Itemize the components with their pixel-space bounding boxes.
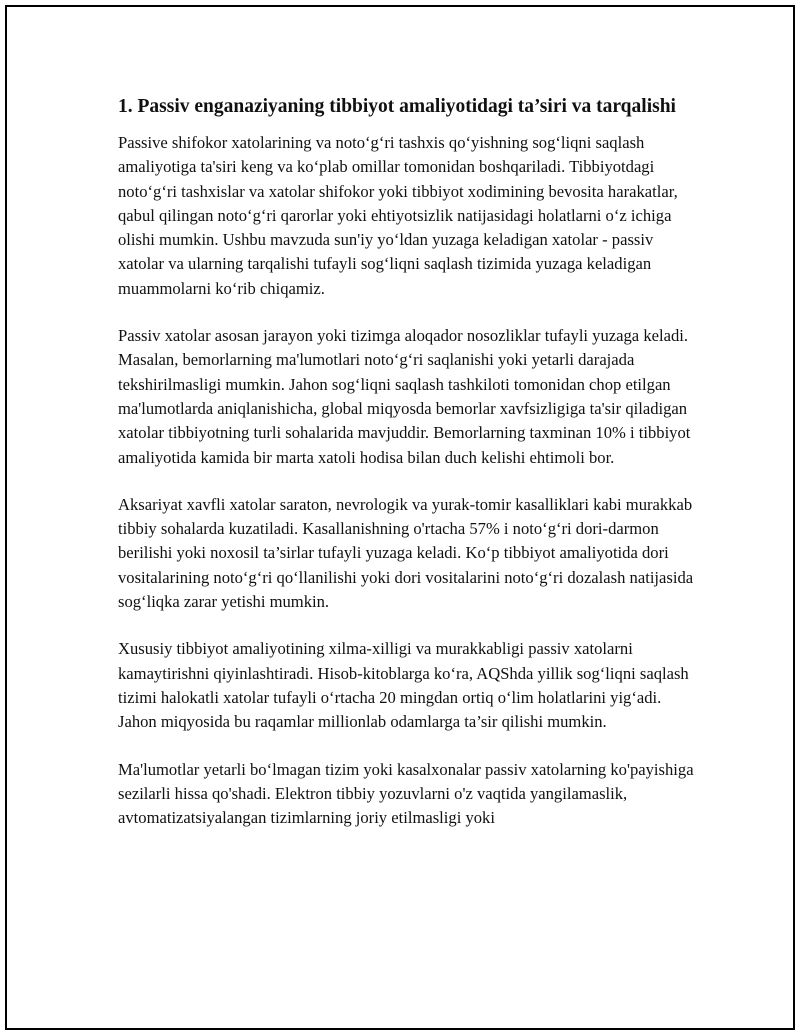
paragraph-4: Xususiy tibbiyot amaliyotining xilma-xilligi va murakkabligi passiv xatolarni kamaytirishni qiyinlashtiradi. Hisob-kitoblarga ko‘ra, AQShda yillik sog‘liqni saqlash tizimi halokatli xatolar tufayli o‘rtacha 20 mingdan ortiq o‘lim holatlarini yig‘adi. Jahon miqyosida bu raqamlar millionlab odamlarga ta’sir qilishi mumkin.: [118, 639, 689, 732]
paragraph-5: Ma'lumotlar yetarli bo‘lmagan tizim yoki kasalxonalar passiv xatolarning ko'payishiga sezilarli hissa qo'shadi. Elektron tibbiy yozuvlarni o'z vaqtida yangilamaslik, avtomatizatsiyalangan tizimlarning joriy etilmasligi yoki: [118, 759, 694, 828]
paragraph-1: Passive shifokor xatolarining va noto‘g‘ri tashxis qo‘yishning sog‘liqni saqlash amaliyotiga ta'siri keng va ko‘plab omillar tomonidan boshqariladi. Tibbiyotdagi noto‘g‘ri tashxislar va xatolar shifokor yoki tibbiyot xodimining bevosita harakatlar, qabul qilingan noto‘g‘ri qarorlar yoki ehtiyotsizlik natijasidagi holatlarni o‘z ichiga olishi mumkin. Ushbu mavzuda sun'iy yo‘ldan yuzaga keladigan xatolar - passiv xatolar va ularning tarqalishi tufayli sog‘liqni saqlash tizimida yuzaga keladigan muammolarni ko‘rib chiqamiz.: [118, 133, 678, 298]
section-heading: 1. Passiv enganaziyaning tibbiyot amaliyotidagi ta’siri va tarqalishi: [118, 96, 676, 117]
paragraph-2: Passiv xatolar asosan jarayon yoki tizimga aloqador nosozliklar tufayli yuzaga keladi. Masalan, bemorlarning ma'lumotlari noto‘g‘ri saqlanishi yoki yetarli darajada tekshirilmasligi mumkin. Jahon sog‘liqni saqlash tashkiloti tomonidan chop etilgan ma'lumotlarda aniqlanishicha, global miqyosda bemorlar xavfsizligiga ta'sir qiladigan xatolar tibbiyotning turli sohalarida mavjuddir. Bemorlarning taxminan 10% i tibbiyot amaliyotida kamida bir marta xatoli hodisa bilan duch kelishi ehtimoli bor.: [118, 326, 691, 467]
document-body: [118, 93, 698, 853]
paragraph-3: Aksariyat xavfli xatolar saraton, nevrologik va yurak-tomir kasalliklari kabi murakkab tibbiy sohalarda kuzatiladi. Kasallanishning o'rtacha 57% i noto‘g‘ri dori-darmon berilishi yoki noxosil ta’sirlar tufayli yuzaga keladi. Ko‘p tibbiyot amaliyotida dori vositalarining noto‘g‘ri qo‘llanilishi yoki dori vositalarini noto‘g‘ri dozalash natijasida sog‘liqka zarar yetishi mumkin.: [118, 494, 694, 612]
